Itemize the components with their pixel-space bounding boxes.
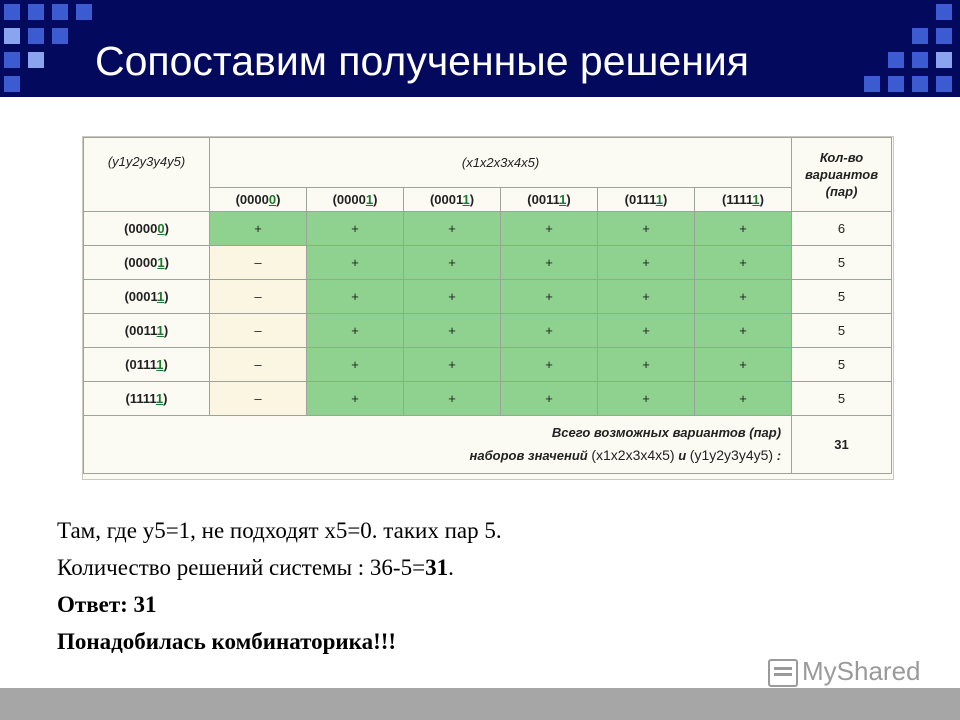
table-cell: + [307, 212, 404, 246]
decor-square [936, 52, 952, 68]
total-label-x-set: (x1x2x3x4x5) [591, 447, 675, 463]
watermark-text: MyShared [802, 656, 921, 686]
column-header-6 [695, 188, 792, 212]
explanation-line-2-prefix: Количество решений системы : 36-5= [57, 555, 426, 580]
total-label-colon: : [776, 448, 782, 463]
count-column-header [792, 138, 892, 212]
conclusion-text: Понадобилась комбинаторика!!! [57, 629, 397, 654]
explanation-line-2 [57, 549, 502, 586]
column-header-3 [404, 188, 501, 212]
bits-last: 1 [655, 192, 663, 207]
row-header-1 [84, 212, 210, 246]
row-header-4 [84, 314, 210, 348]
bits-last: 1 [155, 391, 164, 406]
bits-prefix: (0000 [124, 221, 158, 236]
table-row [84, 212, 892, 246]
table-cell: + [404, 280, 501, 314]
bits-prefix: (0000 [332, 192, 366, 207]
row-count: 5 [792, 382, 892, 416]
table-cell: + [501, 212, 598, 246]
table-cell: + [695, 382, 792, 416]
watermark-logo [768, 656, 921, 687]
row-count: 5 [792, 314, 892, 348]
decor-square [888, 52, 904, 68]
table-cell: + [695, 212, 792, 246]
table-cell: + [501, 348, 598, 382]
decor-square [28, 4, 44, 20]
total-value: 31 [792, 416, 892, 474]
bits-last: 1 [365, 192, 374, 207]
row-header-5 [84, 348, 210, 382]
bits-prefix: (1111 [125, 391, 156, 406]
table-cell: + [307, 382, 404, 416]
bits-suffix: ) [163, 323, 169, 338]
decor-square [912, 76, 928, 92]
answer-line [57, 586, 502, 623]
bits-prefix: (0011 [124, 323, 157, 338]
decor-square [52, 28, 68, 44]
table-cell: + [598, 280, 695, 314]
total-label-prefix: наборов значений [469, 448, 588, 463]
row-count: 5 [792, 348, 892, 382]
decor-square [28, 28, 44, 44]
total-label-line2 [84, 444, 781, 467]
bits-last: 1 [157, 255, 165, 270]
bits-prefix: (0001 [429, 192, 463, 207]
table-cell: + [501, 382, 598, 416]
presentation-icon [768, 659, 798, 687]
decor-square [936, 76, 952, 92]
bits-last: 0 [157, 221, 165, 236]
decor-square [52, 4, 68, 20]
explanation-text [57, 512, 502, 660]
table-cell: + [404, 348, 501, 382]
bits-suffix: ) [759, 192, 764, 207]
table-cell: + [695, 348, 792, 382]
column-header-1 [210, 188, 307, 212]
row-count: 6 [792, 212, 892, 246]
total-label-and: и [678, 448, 687, 463]
table-cell: + [404, 212, 501, 246]
bits-prefix: (0001 [124, 289, 157, 304]
bits-suffix: ) [163, 357, 168, 372]
count-header-line: Кол-во [819, 150, 864, 165]
decor-square [888, 76, 904, 92]
table-cell: + [404, 382, 501, 416]
bits-last: 1 [156, 289, 165, 304]
total-label-y-set: (y1y2y3y4y5) [689, 447, 774, 463]
column-header-4 [501, 188, 598, 212]
row-header-2 [84, 246, 210, 280]
decor-square [4, 76, 20, 92]
conclusion-line [57, 623, 502, 660]
table-row [84, 314, 892, 348]
table-cell: – [210, 246, 307, 280]
table-cell: + [307, 314, 404, 348]
bits-prefix: (0011 [527, 192, 560, 207]
table-cell: + [501, 314, 598, 348]
table-cell: – [210, 382, 307, 416]
total-label-line1: Всего возможных вариантов (пар) [551, 425, 782, 440]
bits-suffix: ) [163, 391, 168, 406]
table-row [84, 246, 892, 280]
table-cell: + [695, 280, 792, 314]
slide-header [0, 0, 960, 97]
corner-label: (y1y2y3y4y5) [84, 138, 210, 212]
table-row [84, 382, 892, 416]
bits-last: 1 [156, 323, 164, 338]
decor-square [912, 28, 928, 44]
row-count: 5 [792, 280, 892, 314]
bits-last: 1 [156, 357, 164, 372]
table-cell: + [501, 280, 598, 314]
table-cell: + [598, 314, 695, 348]
bits-suffix: ) [663, 192, 668, 207]
bits-suffix: ) [469, 192, 475, 207]
bits-prefix: (0000 [235, 192, 269, 207]
table-cell: + [598, 212, 695, 246]
bits-suffix: ) [566, 192, 571, 207]
table-cell: + [598, 246, 695, 280]
decor-square [4, 4, 20, 20]
total-label [84, 416, 792, 474]
table-cell: + [404, 314, 501, 348]
bits-last: 1 [462, 192, 470, 207]
table-cell: + [598, 348, 695, 382]
table-cell: + [695, 246, 792, 280]
table-cell: + [404, 246, 501, 280]
table-cell: – [210, 314, 307, 348]
column-header-2 [307, 188, 404, 212]
solutions-table [83, 137, 892, 474]
explanation-line-1: Там, где y5=1, не подходят x5=0. таких пар 5. [57, 518, 502, 543]
explanation-line-2-result: 31 [425, 555, 449, 580]
table-cell: + [307, 348, 404, 382]
table-row [84, 280, 892, 314]
x-group-label: (x1x2x3x4x5) [210, 138, 792, 188]
bits-prefix: (1111 [722, 192, 753, 207]
row-header-3 [84, 280, 210, 314]
decor-square [4, 28, 20, 44]
table-cell: + [307, 246, 404, 280]
bits-last: 0 [268, 192, 277, 207]
bits-last: 1 [752, 192, 760, 207]
row-count: 5 [792, 246, 892, 280]
decor-square [936, 4, 952, 20]
decor-square [28, 52, 44, 68]
bits-prefix: (0111 [624, 192, 656, 207]
decor-square [864, 76, 880, 92]
bits-suffix: ) [164, 289, 169, 304]
table-cell: + [501, 246, 598, 280]
bits-prefix: (0000 [124, 255, 158, 270]
slide-title: Сопоставим полученные решения [95, 38, 749, 84]
table-cell: + [598, 382, 695, 416]
table-cell: + [307, 280, 404, 314]
bits-prefix: (0111 [125, 357, 157, 372]
table-row [84, 348, 892, 382]
table-cell: – [210, 348, 307, 382]
bits-last: 1 [559, 192, 567, 207]
decor-square [912, 52, 928, 68]
decor-square [936, 28, 952, 44]
bits-suffix: ) [373, 192, 378, 207]
bits-suffix: ) [164, 221, 169, 236]
footer-bar [0, 688, 960, 720]
table-cell: + [695, 314, 792, 348]
row-header-6 [84, 382, 210, 416]
table-cell: – [210, 280, 307, 314]
column-header-5 [598, 188, 695, 212]
answer-text: Ответ: 31 [57, 592, 157, 617]
table-cell: + [210, 212, 307, 246]
count-header-line: (пар) [825, 184, 858, 199]
decor-square [4, 52, 20, 68]
decor-square [76, 4, 92, 20]
solutions-table-figure [82, 136, 894, 480]
count-header-line: вариантов [805, 167, 879, 182]
bits-suffix: ) [276, 192, 281, 207]
explanation-line-2-suffix: . [448, 555, 454, 580]
bits-suffix: ) [164, 255, 169, 270]
